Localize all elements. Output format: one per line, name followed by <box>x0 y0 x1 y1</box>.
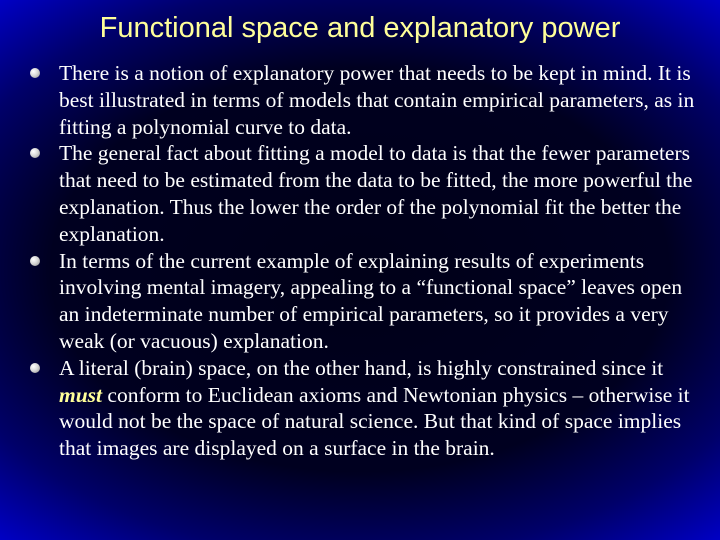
bullet-text-end: conform to Euclidean axioms and Newtonian physics – otherwise it would not be the space of natural science. But that kind of space implies that images are displayed on a surface in the brain. <box>59 382 690 461</box>
bullet-item-1 <box>28 60 698 140</box>
bullet-item-4 <box>28 355 698 462</box>
bullet-text: There is a notion of explanatory power that needs to be kept in mind. It is best illustrated in terms of models that contain empirical parameters, as in fitting a polynomial curve to data. <box>59 61 695 139</box>
bullet-list <box>28 60 698 462</box>
bullet-item-3 <box>28 248 698 355</box>
bullet-dot-icon <box>30 363 40 373</box>
bullet-item-2 <box>28 140 698 247</box>
bullet-text-start: A literal (brain) space, on the other hand, is highly constrained since it <box>59 355 664 380</box>
emphasis-word: must <box>59 382 103 407</box>
bullet-dot-icon <box>30 148 40 158</box>
slide-title: Functional space and explanatory power <box>99 12 621 44</box>
bullet-dot-icon <box>30 256 40 266</box>
bullet-dot-icon <box>30 68 40 78</box>
bullet-text: In terms of the current example of explaining results of experiments involving mental imagery, appealing to a “functional space” leaves open an indeterminate number of empirical parameters, so it provides a very weak (or vacuous) explanation. <box>59 248 683 353</box>
bullet-text: The general fact about fitting a model to data is that the fewer parameters that need to be estimated from the data to be fitted, the more powerful the explanation. Thus the lower the order of the polynomial fit the better the explanation. <box>59 141 693 246</box>
